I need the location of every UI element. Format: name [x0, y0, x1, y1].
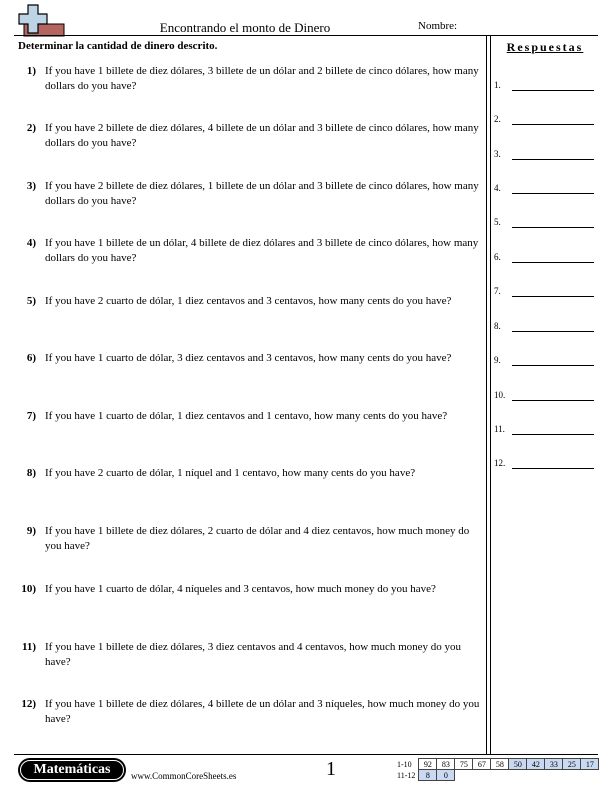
- problem-number: 1): [26, 65, 36, 77]
- problem-text: If you have 1 billete de diez dólares, 3 billete de un dólar and 2 billete de cinco dólares, how many dollars do you have?: [45, 65, 479, 92]
- problem-number: 6): [26, 352, 36, 364]
- instructions: Determinar la cantidad de dinero descrito.: [18, 40, 218, 52]
- problem-text: If you have 2 billete de diez dólares, 4 billete de un dólar and 3 billete de cinco dólares, how many dollars do you have?: [45, 122, 479, 149]
- score-cell: 83: [437, 759, 455, 770]
- problem: [14, 640, 482, 670]
- name-label: Nombre:: [418, 20, 458, 32]
- answer-line[interactable]: [512, 434, 594, 435]
- problem-text: If you have 2 billete de diez dólares, 1 billete de un dólar and 3 billete de cinco dólares, how many dollars do you have?: [45, 180, 479, 207]
- answer-number: 11.: [494, 424, 505, 434]
- problem-text: If you have 1 billete de un dólar, 4 billete de diez dólares and 3 billete de cinco dólares, how many dollars do you have?: [45, 237, 479, 264]
- problem: [14, 351, 482, 366]
- problem-number: 7): [26, 410, 36, 422]
- score-cell: 8: [419, 770, 437, 781]
- score-row: [395, 770, 599, 781]
- page-title: Encontrando el monto de Dinero: [159, 20, 331, 35]
- answer-slot[interactable]: [494, 455, 594, 469]
- problem: [14, 64, 482, 94]
- score-cell: 0: [437, 770, 455, 781]
- problem: [14, 582, 482, 597]
- brand-badge: [18, 758, 126, 782]
- score-cell: 75: [455, 759, 473, 770]
- answer-number: 3.: [494, 149, 501, 159]
- score-table: [395, 758, 599, 781]
- problem-text: If you have 1 cuarto de dólar, 1 diez centavos and 1 centavo, how many cents do you have?: [45, 410, 448, 422]
- page-number: 1: [326, 758, 336, 780]
- score-cell: 58: [491, 759, 509, 770]
- answer-number: 9.: [494, 355, 501, 365]
- problem-text: If you have 1 cuarto de dólar, 4 níqueles and 3 centavos, how much money do you have?: [45, 583, 436, 595]
- problem-number: 3): [26, 180, 36, 192]
- problem-number: 2): [26, 122, 36, 134]
- answer-line[interactable]: [512, 159, 594, 160]
- column-divider: [490, 36, 491, 754]
- brand-label: Matemáticas: [20, 760, 124, 780]
- answer-number: 10.: [494, 390, 506, 400]
- problem-number: 11): [21, 641, 36, 653]
- answer-number: 12.: [494, 458, 506, 468]
- answer-line[interactable]: [512, 90, 594, 91]
- answer-number: 7.: [494, 286, 501, 296]
- answer-line[interactable]: [512, 468, 594, 469]
- website-url: www.CommonCoreSheets.es: [131, 771, 237, 781]
- score-cell: 25: [563, 759, 581, 770]
- header-divider: [14, 35, 598, 36]
- problem: [14, 697, 482, 727]
- answer-line[interactable]: [512, 331, 594, 332]
- answer-number: 2.: [494, 114, 501, 124]
- score-cell: 67: [473, 759, 491, 770]
- column-divider: [486, 36, 487, 754]
- answer-slot[interactable]: [494, 318, 594, 332]
- answer-slot[interactable]: [494, 77, 594, 91]
- problem-text: If you have 2 cuarto de dólar, 1 níquel and 1 centavo, how many cents do you have?: [45, 467, 416, 479]
- problem-number: 10): [21, 583, 36, 595]
- problem-number: 4): [26, 237, 36, 249]
- problem: [14, 179, 482, 209]
- answer-line[interactable]: [512, 296, 594, 297]
- score-row: [395, 759, 599, 770]
- score-cell: 92: [419, 759, 437, 770]
- score-cell: 17: [581, 759, 599, 770]
- answer-slot[interactable]: [494, 214, 594, 228]
- answer-slot[interactable]: [494, 180, 594, 194]
- problem: [14, 466, 482, 481]
- answer-line[interactable]: [512, 193, 594, 194]
- answer-slot[interactable]: [494, 387, 594, 401]
- problem-text: If you have 1 billete de diez dólares, 4 billete de un dólar and 3 níqueles, how much money do you have?: [45, 698, 480, 725]
- answer-number: 8.: [494, 321, 501, 331]
- answer-number: 1.: [494, 80, 501, 90]
- answer-line[interactable]: [512, 227, 594, 228]
- problem: [14, 121, 482, 151]
- problem-number: 9): [26, 525, 36, 537]
- problem: [14, 524, 482, 554]
- answer-line[interactable]: [512, 124, 594, 125]
- score-cell: 42: [527, 759, 545, 770]
- problem-number: 8): [26, 467, 36, 479]
- problem-number: 12): [21, 698, 36, 710]
- answer-number: 4.: [494, 183, 501, 193]
- problem-number: 5): [26, 295, 36, 307]
- problem: [14, 409, 482, 424]
- score-row-label: 1-10: [397, 759, 412, 769]
- score-cell: 50: [509, 759, 527, 770]
- footer-divider: [14, 754, 598, 755]
- problem: [14, 294, 482, 309]
- problem-text: If you have 2 cuarto de dólar, 1 diez centavos and 3 centavos, how many cents do you have?: [45, 295, 452, 307]
- answer-slot[interactable]: [494, 283, 594, 297]
- score-cell: 33: [545, 759, 563, 770]
- problem-text: If you have 1 billete de diez dólares, 2 cuarto de dólar and 4 diez centavos, how much money do you have?: [45, 525, 470, 552]
- problem-text: If you have 1 cuarto de dólar, 3 diez centavos and 3 centavos, how many cents do you have?: [45, 352, 452, 364]
- answer-slot[interactable]: [494, 421, 594, 435]
- problem-text: If you have 1 billete de diez dólares, 3 diez centavos and 4 centavos, how much money do you have?: [45, 641, 462, 668]
- answers-title: Respuestas: [506, 40, 584, 54]
- answer-slot[interactable]: [494, 111, 594, 125]
- answer-slot[interactable]: [494, 146, 594, 160]
- answer-number: 5.: [494, 217, 501, 227]
- answer-number: 6.: [494, 252, 501, 262]
- answer-slot[interactable]: [494, 352, 594, 366]
- answer-line[interactable]: [512, 400, 594, 401]
- score-row-label: 11-12: [397, 770, 416, 780]
- problem: [14, 236, 482, 266]
- answer-line[interactable]: [512, 262, 594, 263]
- answer-line[interactable]: [512, 365, 594, 366]
- answer-slot[interactable]: [494, 249, 594, 263]
